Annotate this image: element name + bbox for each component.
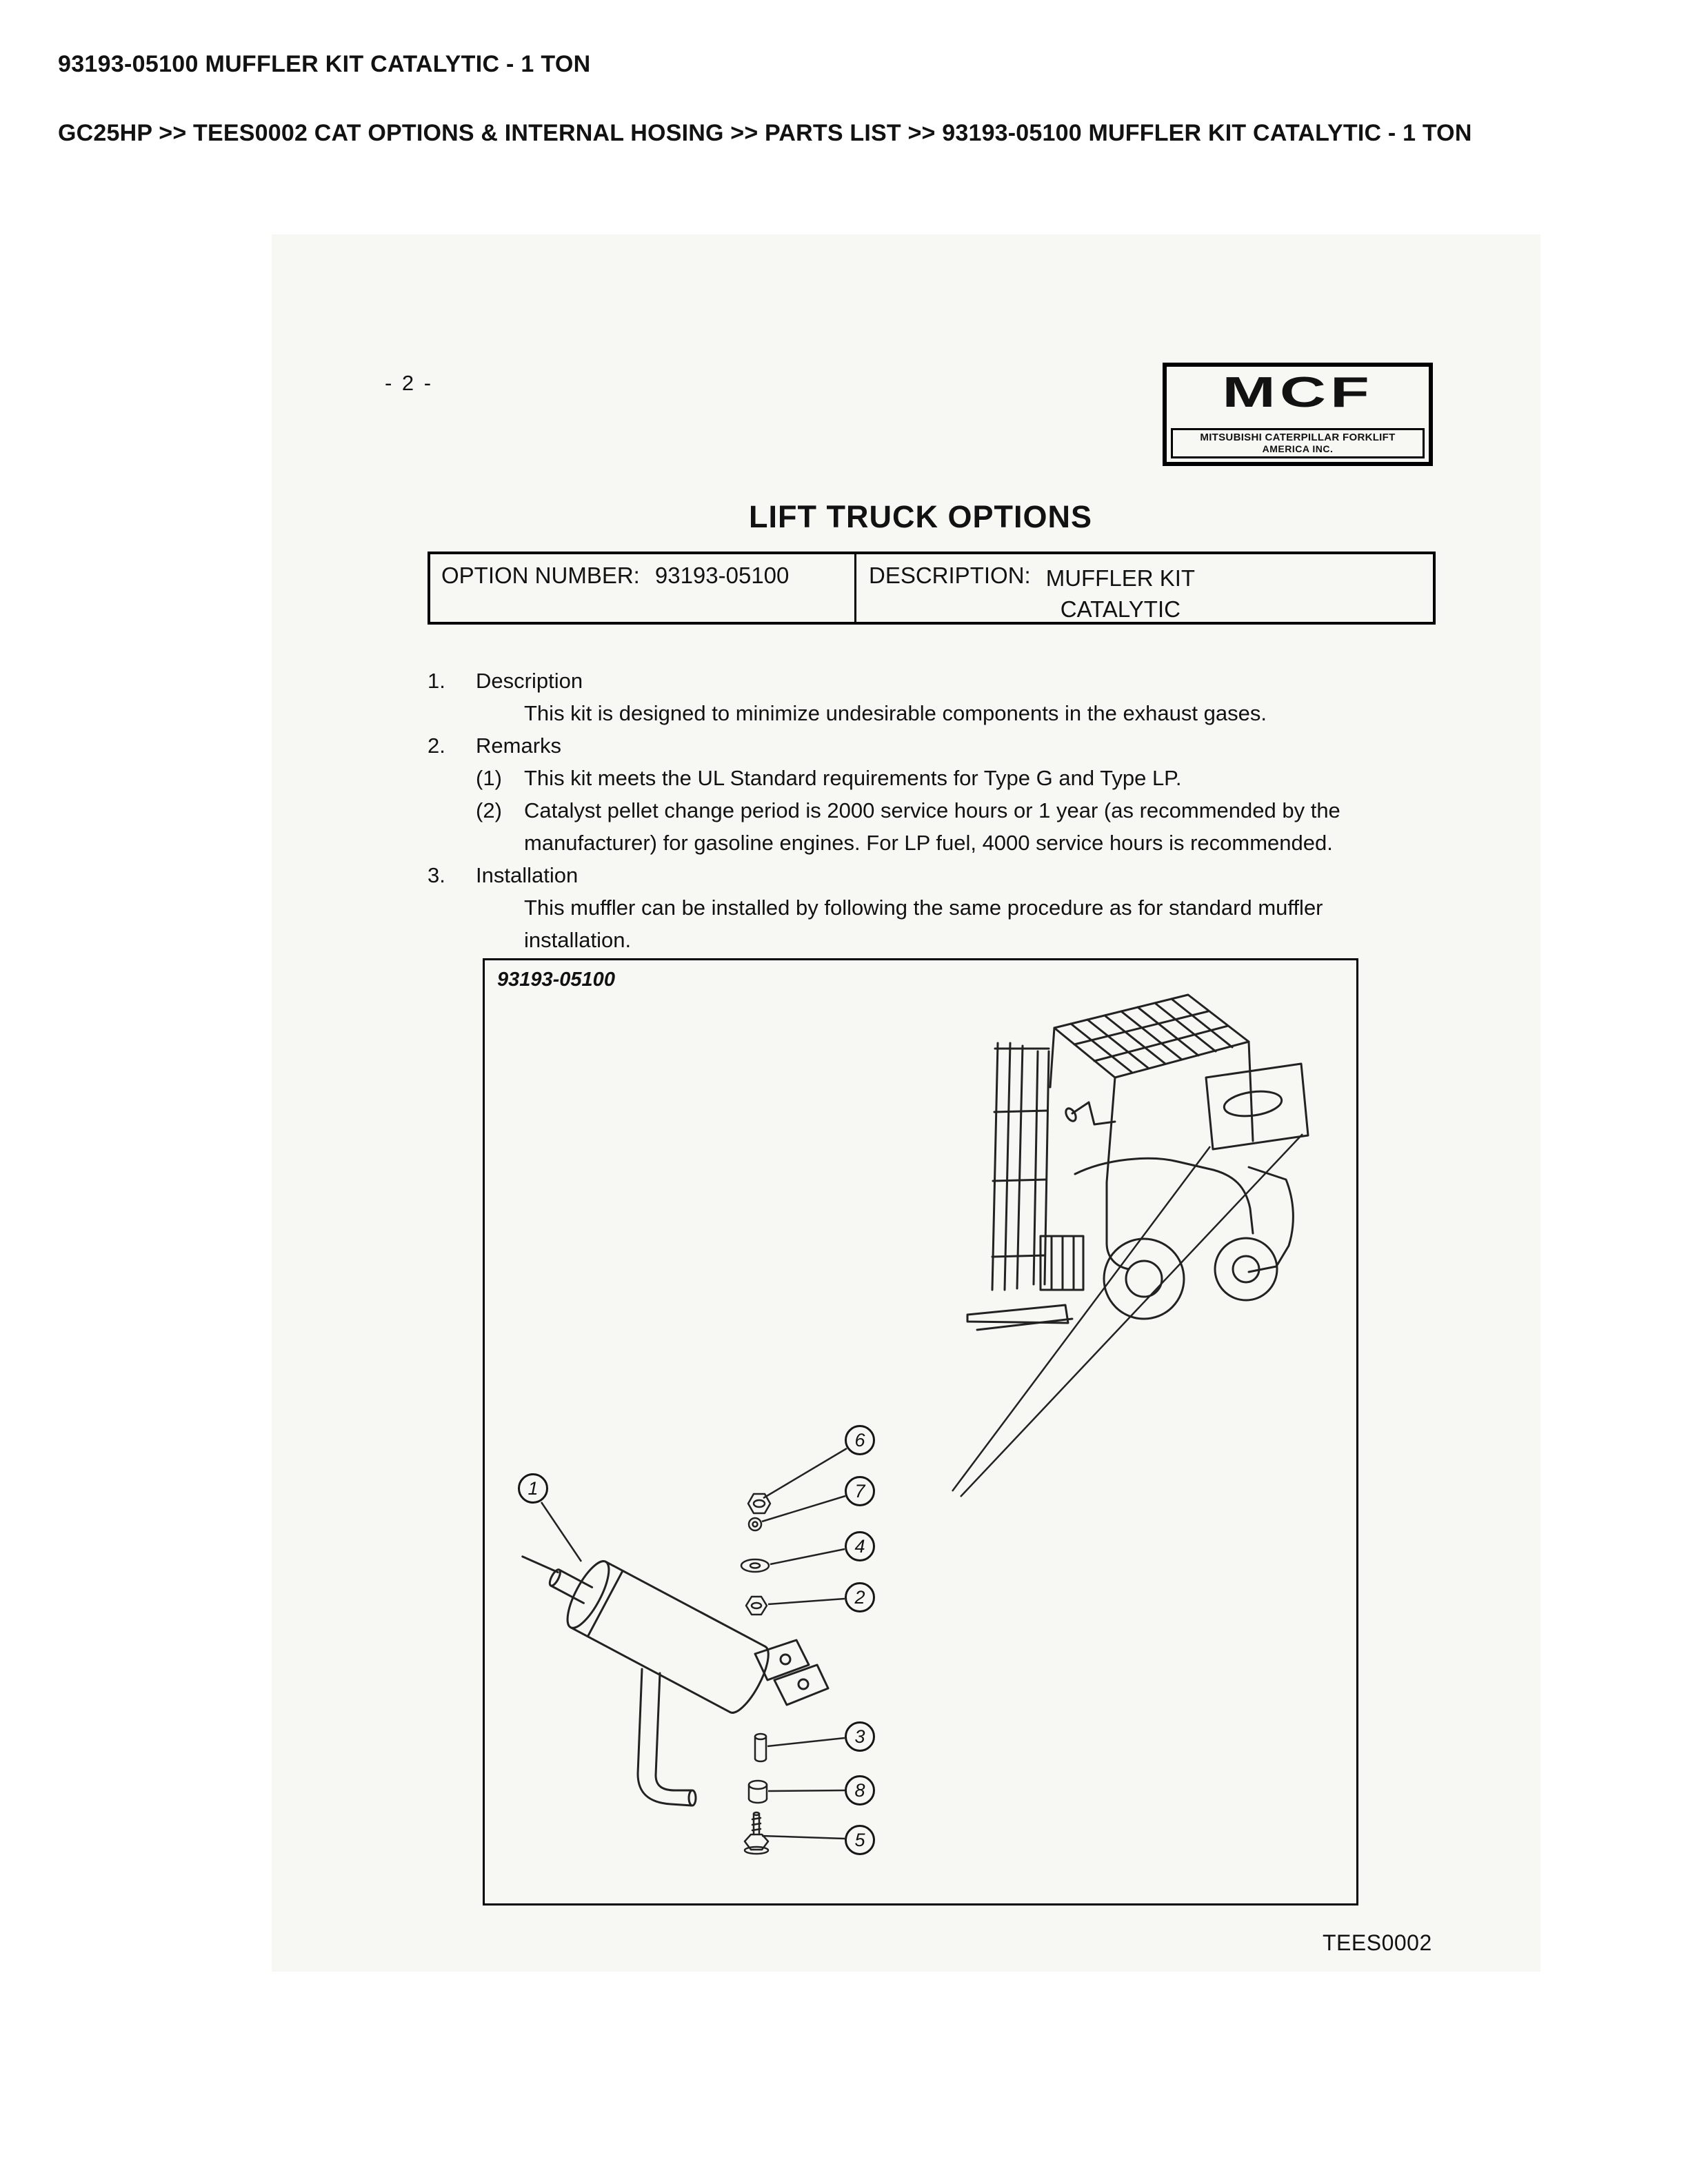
pin-part xyxy=(755,1734,766,1761)
figure-part-number-label: 93193-05100 xyxy=(497,969,615,991)
spacer-part xyxy=(749,1781,767,1803)
section-description-body: This kit is designed to minimize undesirable components in the exhaust gases. xyxy=(524,701,1267,725)
washer-part xyxy=(741,1559,769,1572)
forklift-drawing xyxy=(967,995,1308,1330)
mcf-logo xyxy=(1163,363,1433,466)
section-title: Remarks xyxy=(476,734,562,758)
option-table xyxy=(428,552,1436,625)
parts-figure xyxy=(483,958,1358,1905)
form-code: TEES0002 xyxy=(1323,1930,1432,1955)
callout-6: 6 xyxy=(845,1425,875,1455)
description-value xyxy=(1046,563,1195,622)
option-number-value: 93193-05100 xyxy=(654,563,790,588)
mcf-logo-company-line1: MITSUBISHI CATERPILLAR FORKLIFT xyxy=(1200,431,1396,443)
section-installation-body: This muffler can be installed by following the same procedure as for standard muffler installation. xyxy=(524,896,1323,952)
remark-text: This kit meets the UL Standard requirements for Type G and Type LP. xyxy=(524,766,1182,790)
description-label: DESCRIPTION: xyxy=(869,563,1031,588)
callout-leader-lines xyxy=(541,1448,847,1839)
callout-5: 5 xyxy=(845,1825,875,1855)
page-number: - 2 - xyxy=(385,371,434,395)
section-description-heading xyxy=(428,665,1448,697)
remark-number: (2) xyxy=(476,798,502,822)
sections xyxy=(428,665,1448,956)
bolt-part xyxy=(745,1812,768,1854)
mcf-logo-acronym: MCF xyxy=(1222,369,1374,416)
description-value-line1: MUFFLER KIT xyxy=(1045,565,1196,591)
page-title: 93193-05100 MUFFLER KIT CATALYTIC - 1 TON xyxy=(58,51,591,77)
callout-4: 4 xyxy=(845,1531,875,1561)
callout-8: 8 xyxy=(845,1775,875,1806)
remark-item-1 xyxy=(476,762,1448,794)
nut2-part xyxy=(746,1597,767,1615)
section-installation-heading xyxy=(428,859,1448,891)
callout-1: 1 xyxy=(518,1473,548,1504)
section-number: 1. xyxy=(428,669,445,693)
parts-diagram xyxy=(485,960,1356,1903)
lock-washer-part xyxy=(749,1518,761,1530)
remark-item-2 xyxy=(476,794,1448,859)
description-value-line2: CATALYTIC xyxy=(1060,596,1180,622)
remark-number: (1) xyxy=(476,766,502,790)
breadcrumb: GC25HP >> TEES0002 CAT OPTIONS & INTERNAL HOSING >> PARTS LIST >> 93193-05100 MUFFLER KIT CATALYTIC - 1 TON xyxy=(58,120,1472,146)
description-cell xyxy=(856,554,1433,622)
callout-2: 2 xyxy=(845,1582,875,1612)
callout-7: 7 xyxy=(845,1476,875,1506)
section-title: Description xyxy=(476,669,583,693)
section-title: Installation xyxy=(476,863,579,887)
hardware-items xyxy=(741,1494,770,1854)
document-page xyxy=(272,234,1540,1972)
muffler-assembly xyxy=(504,1526,828,1806)
mcf-logo-subtitle xyxy=(1171,428,1425,458)
section-remarks-heading xyxy=(428,729,1448,762)
callout-3: 3 xyxy=(845,1721,875,1752)
mcf-logo-company-line2: AMERICA INC. xyxy=(1262,443,1334,454)
remark-text: Catalyst pellet change period is 2000 service hours or 1 year (as recommended by the manufacturer) for gasoline engines. For LP fuel, 4000 service hours is recommended. xyxy=(524,798,1340,855)
section-number: 2. xyxy=(428,734,445,758)
option-number-label: OPTION NUMBER: xyxy=(441,563,640,588)
section-number: 3. xyxy=(428,863,445,887)
document-heading: LIFT TRUCK OPTIONS xyxy=(749,499,1092,534)
option-number-cell xyxy=(430,554,856,622)
